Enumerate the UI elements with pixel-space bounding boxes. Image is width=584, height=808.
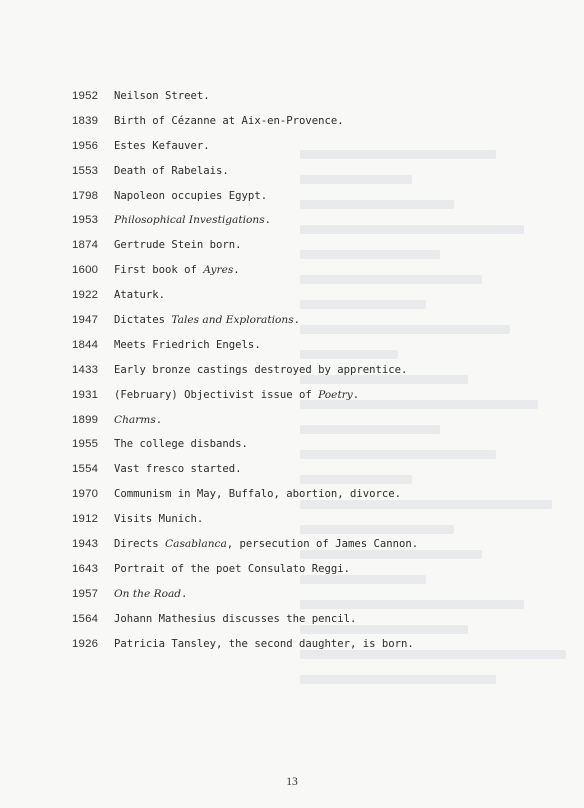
italic-title: Tales and Explorations — [171, 314, 294, 327]
entry-year: 1553 — [72, 164, 99, 177]
entry-text: The college disbands. — [114, 438, 248, 451]
entry-text: Birth of Cézanne at Aix-en-Provence. — [114, 114, 344, 127]
chronology-entry — [72, 239, 532, 264]
entry-year: 1798 — [72, 189, 99, 202]
italic-title: Philosophical Investigations — [114, 214, 265, 227]
chronology-entry — [72, 289, 532, 314]
italic-title: Casablanca — [165, 538, 227, 551]
entry-year: 1600 — [72, 264, 99, 277]
entry-year: 1839 — [72, 114, 99, 127]
italic-title: Charms — [114, 413, 156, 426]
chronology-entry — [72, 264, 532, 289]
entry-text: Directs Casablanca, persecution of James Cannon. — [114, 538, 419, 551]
chronology-entry — [72, 414, 532, 439]
chronology-entry — [72, 165, 532, 190]
entry-year: 1433 — [72, 363, 99, 376]
entry-year: 1970 — [72, 488, 99, 501]
entry-year: 1956 — [72, 139, 99, 152]
chronology-entry — [72, 588, 532, 613]
entry-year: 1955 — [72, 438, 99, 451]
entry-year: 1952 — [72, 90, 99, 102]
chronology-entry — [72, 563, 532, 588]
entry-text: Early bronze castings destroyed by apprentice. — [114, 363, 408, 376]
chronology-entry — [72, 140, 532, 165]
entry-text: Estes Kefauver. — [114, 139, 210, 152]
chronology-entry — [72, 488, 532, 513]
entry-year: 1922 — [72, 289, 99, 302]
entry-year: 1943 — [72, 538, 99, 551]
italic-title: Poetry — [318, 388, 353, 401]
entry-text: Johann Mathesius discusses the pencil. — [114, 612, 357, 625]
italic-title: Ayres — [203, 264, 234, 277]
chronology-entry — [72, 613, 532, 638]
chronology-entry — [72, 90, 532, 115]
entry-year: 1554 — [72, 463, 99, 476]
entry-text: Death of Rabelais. — [114, 164, 229, 177]
entry-year: 1899 — [72, 413, 99, 426]
entry-year: 1926 — [72, 637, 99, 650]
entry-year: 1931 — [72, 388, 99, 401]
chronology-entry — [72, 314, 532, 339]
entry-year: 1874 — [72, 239, 99, 252]
entry-text: Ataturk. — [114, 289, 166, 302]
chronology-entry — [72, 339, 532, 364]
entry-text: Vast fresco started. — [114, 463, 242, 476]
chronology-entry — [72, 364, 532, 389]
entry-text: Meets Friedrich Engels. — [114, 338, 261, 351]
chronology-entry — [72, 638, 532, 663]
entry-text: Gertrude Stein born. — [114, 239, 242, 252]
chronology-entry — [72, 538, 532, 563]
entry-year: 1844 — [72, 338, 99, 351]
entry-year: 1912 — [72, 513, 99, 526]
chronology-entry — [72, 214, 532, 239]
chronology-entry — [72, 513, 532, 538]
entry-text: Dictates Tales and Explorations. — [114, 314, 301, 327]
entry-text: (February) Objectivist issue of Poetry. — [114, 388, 360, 401]
entry-text: Portrait of the poet Consulato Reggi. — [114, 562, 350, 575]
entry-text: Patricia Tansley, the second daughter, is born. — [114, 637, 414, 650]
entry-text: Neilson Street. — [114, 90, 210, 102]
entry-year: 1947 — [72, 314, 99, 327]
entry-year: 1953 — [72, 214, 99, 227]
chronology-entry — [72, 463, 532, 488]
entry-year: 1564 — [72, 612, 99, 625]
entry-text: Charms. — [114, 413, 163, 426]
chronology-entry — [72, 438, 532, 463]
entry-text: Napoleon occupies Egypt. — [114, 189, 268, 202]
entry-text: On the Road. — [114, 587, 188, 600]
italic-title: On the Road — [114, 587, 182, 600]
entry-text: Philosophical Investigations. — [114, 214, 272, 227]
chronology-entry — [72, 115, 532, 140]
entry-text: First book of Ayres. — [114, 264, 240, 277]
entry-year: 1643 — [72, 562, 99, 575]
chronology-entry — [72, 190, 532, 215]
chronology-entry — [72, 389, 532, 414]
entry-text: Communism in May, Buffalo, abortion, divorce. — [114, 488, 402, 501]
chronology-list — [72, 90, 532, 662]
entry-year: 1957 — [72, 587, 99, 600]
entry-text: Visits Munich. — [114, 513, 204, 526]
page-number: 13 — [286, 776, 298, 788]
